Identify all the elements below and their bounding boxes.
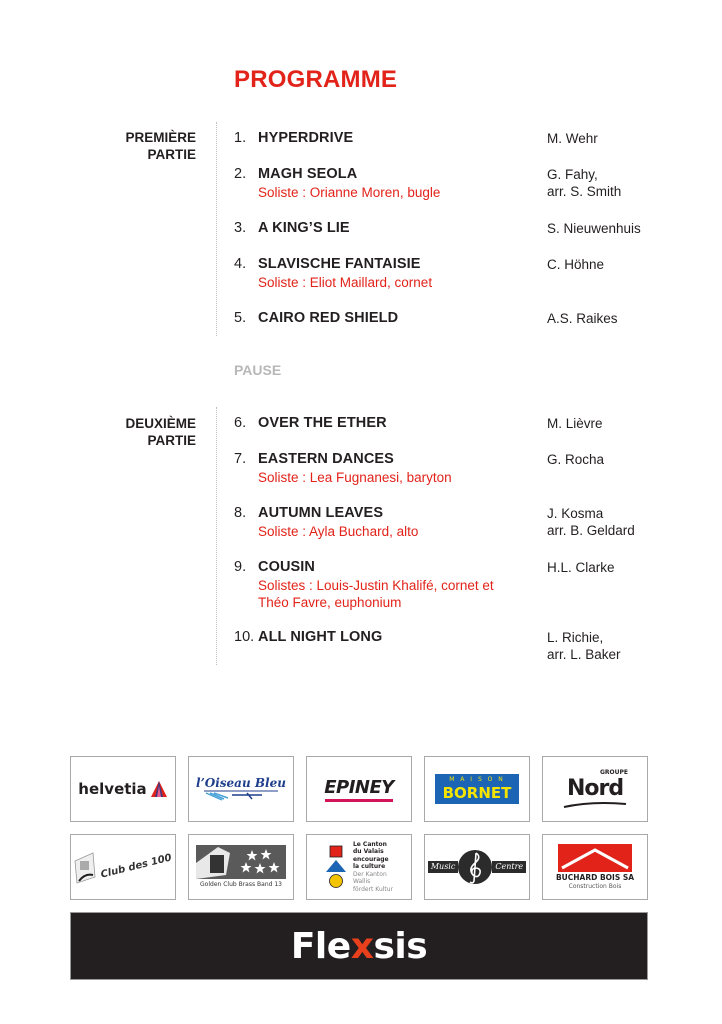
sponsor-oiseau-bleu bbox=[188, 756, 294, 822]
valais-line: Le Canton bbox=[352, 840, 387, 848]
part-label-line: PREMIÈRE bbox=[125, 130, 196, 145]
item-number: 7. bbox=[234, 451, 247, 467]
sponsor-groupe-nord bbox=[542, 756, 648, 822]
item-title: CAIRO RED SHIELD bbox=[258, 310, 399, 326]
composer-line: arr. L. Baker bbox=[547, 647, 621, 662]
bornet-logo-text: BORNET bbox=[442, 784, 512, 802]
composer-line: G. Rocha bbox=[547, 452, 605, 467]
soloist-line: Solistes : Louis-Justin Khalifé, cornet et bbox=[258, 578, 494, 593]
sponsor-maison-bornet bbox=[424, 756, 530, 822]
roof-icon bbox=[558, 844, 632, 872]
bird-wing-icon bbox=[202, 790, 280, 802]
item-soloist: Soliste : Lea Fugnanesi, baryton bbox=[258, 470, 452, 485]
pause-label: PAUSE bbox=[234, 362, 282, 378]
composer-line: A.S. Raikes bbox=[547, 311, 618, 326]
part-divider bbox=[216, 122, 217, 336]
sponsor-golden-club-brass-band bbox=[188, 834, 294, 900]
sponsor-epiney bbox=[306, 756, 412, 822]
nord-logo-text: Nord bbox=[566, 776, 624, 801]
treble-clef-icon bbox=[458, 847, 492, 887]
valais-line: fördert Kultur bbox=[352, 885, 394, 893]
item-composer bbox=[547, 629, 677, 663]
item-title: EASTERN DANCES bbox=[258, 451, 394, 467]
epiney-logo-text: EPINEY bbox=[324, 776, 394, 798]
sponsor-canton-du-valais bbox=[306, 834, 412, 900]
composer-line: J. Kosma bbox=[547, 506, 604, 521]
bornet-top-text: M A I S O N bbox=[449, 776, 505, 783]
flexsis-logo-part: Fle bbox=[290, 925, 351, 967]
music-centre-left-text: Music bbox=[428, 861, 459, 873]
helvetia-logo-text: helvetia bbox=[78, 780, 147, 798]
item-title: A KING’S LIE bbox=[258, 220, 350, 236]
item-number: 2. bbox=[234, 166, 247, 182]
nord-swoosh-icon bbox=[562, 801, 628, 809]
valais-line: Der Kanton bbox=[352, 870, 387, 878]
item-composer bbox=[547, 166, 677, 200]
item-soloist bbox=[258, 577, 538, 611]
composer-line: H.L. Clarke bbox=[547, 560, 615, 575]
item-composer bbox=[547, 130, 677, 147]
item-number: 6. bbox=[234, 415, 247, 431]
valais-logo-text bbox=[353, 841, 393, 894]
page-title: PROGRAMME bbox=[234, 66, 398, 93]
part-label-deuxieme bbox=[125, 415, 196, 449]
nord-groupe-text: GROUPE bbox=[599, 769, 628, 776]
item-title: AUTUMN LEAVES bbox=[258, 505, 384, 521]
item-composer bbox=[547, 220, 677, 237]
soloist-line: Théo Favre, euphonium bbox=[258, 595, 402, 610]
item-number: 9. bbox=[234, 559, 247, 575]
composer-line: M. Lièvre bbox=[547, 416, 603, 431]
valais-line: la culture bbox=[352, 863, 386, 871]
item-composer bbox=[547, 310, 677, 327]
brass-band-banner-icon bbox=[196, 845, 286, 879]
sponsor-helvetia bbox=[70, 756, 176, 822]
sponsor-music-centre bbox=[424, 834, 530, 900]
helvetia-triangle-icon bbox=[150, 780, 168, 798]
item-number: 10. bbox=[234, 629, 255, 645]
club-des-100-logo-text: Club des 100 bbox=[99, 852, 174, 881]
item-title: HYPERDRIVE bbox=[258, 130, 354, 146]
flexsis-logo-accent: x bbox=[350, 925, 374, 967]
item-title: COUSIN bbox=[258, 559, 315, 575]
valais-shapes-icon bbox=[325, 845, 347, 889]
part-label-line: PARTIE bbox=[147, 433, 196, 448]
club-des-100-emblem-icon bbox=[73, 847, 97, 887]
composer-line: G. Fahy, bbox=[547, 167, 598, 182]
buchard-bois-logo-text: BUCHARD BOIS SA bbox=[555, 872, 635, 882]
item-title: ALL NIGHT LONG bbox=[258, 629, 383, 645]
composer-line: arr. S. Smith bbox=[547, 184, 622, 199]
part-label-line: DEUXIÈME bbox=[125, 416, 196, 431]
composer-line: C. Höhne bbox=[547, 257, 605, 272]
valais-line: encourage bbox=[352, 855, 389, 863]
valais-line: du Valais bbox=[352, 848, 384, 856]
oiseau-bleu-logo-text: l’Oiseau Bleu bbox=[196, 776, 286, 790]
item-composer bbox=[547, 256, 677, 273]
item-title: OVER THE ETHER bbox=[258, 415, 387, 431]
item-composer bbox=[547, 559, 677, 576]
item-composer bbox=[547, 415, 677, 432]
music-centre-right-text: Centre bbox=[492, 861, 526, 873]
sponsor-club-des-100 bbox=[70, 834, 176, 900]
item-number: 1. bbox=[234, 130, 247, 146]
item-soloist: Soliste : Orianne Moren, bugle bbox=[258, 185, 441, 200]
item-title: MAGH SEOLA bbox=[258, 166, 358, 182]
brass-band-logo-text: Golden Club Brass Band 13 bbox=[200, 881, 282, 888]
composer-line: L. Richie, bbox=[547, 630, 604, 645]
item-number: 8. bbox=[234, 505, 247, 521]
item-title: SLAVISCHE FANTAISIE bbox=[258, 256, 421, 272]
item-composer bbox=[547, 505, 677, 539]
part-divider bbox=[216, 407, 217, 665]
composer-line: M. Wehr bbox=[547, 131, 598, 146]
item-soloist: Soliste : Eliot Maillard, cornet bbox=[258, 275, 433, 290]
composer-line: S. Nieuwenhuis bbox=[547, 221, 641, 236]
part-label-premiere bbox=[125, 129, 196, 163]
epiney-underline bbox=[325, 799, 393, 802]
valais-line: Wallis bbox=[352, 878, 371, 886]
item-number: 3. bbox=[234, 220, 247, 236]
flexsis-logo-part: sis bbox=[373, 925, 428, 967]
sponsor-buchard-bois bbox=[542, 834, 648, 900]
main-sponsor-banner bbox=[70, 912, 648, 980]
part-label-line: PARTIE bbox=[147, 147, 196, 162]
buchard-bois-subtext: Construction Bois bbox=[568, 882, 622, 890]
item-soloist: Soliste : Ayla Buchard, alto bbox=[258, 524, 419, 539]
composer-line: arr. B. Geldard bbox=[547, 523, 635, 538]
item-number: 5. bbox=[234, 310, 247, 326]
item-composer bbox=[547, 451, 677, 468]
item-number: 4. bbox=[234, 256, 247, 272]
flexsis-logo bbox=[291, 926, 427, 967]
